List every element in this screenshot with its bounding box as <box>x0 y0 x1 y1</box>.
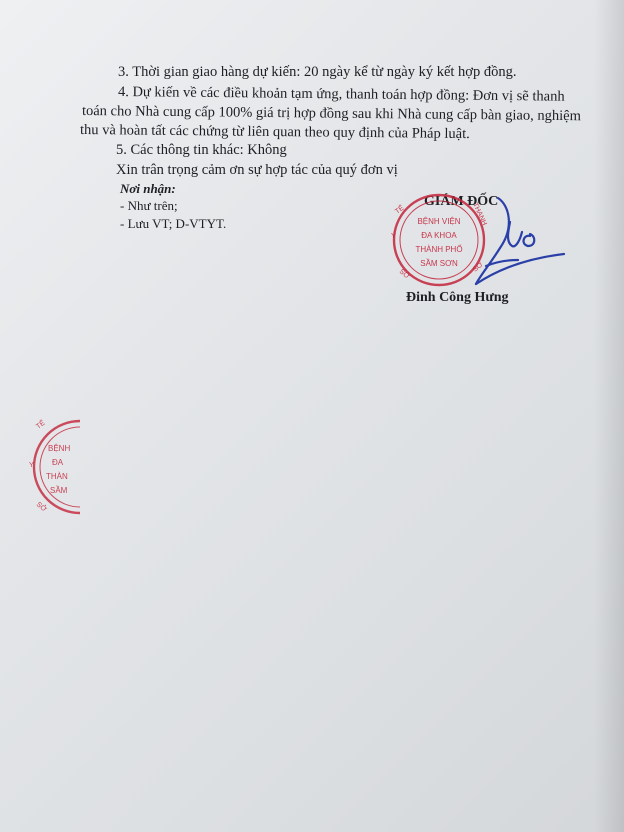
stamp-ring-text: Y <box>29 462 34 469</box>
stamp-inner-text: BỆNH <box>48 444 71 453</box>
stamp-inner-text: THÀN <box>46 472 68 481</box>
stamp-inner-text: ĐA <box>52 458 64 467</box>
stamp-ring-text: TẾ <box>35 419 47 431</box>
stamp-ring-text: SƠ <box>471 261 485 274</box>
stamp-inner-text: ĐA KHOA <box>421 231 457 240</box>
stamp-ring-text: Y <box>391 233 396 240</box>
stamp-ring-text: TẾ <box>394 204 406 216</box>
stamp-inner-text: SẦM SƠN <box>420 259 458 268</box>
item-3-delivery-time: 3. Thời gian giao hàng dự kiến: 20 ngày kể từ ngày ký kết hợp đồng. <box>118 64 517 80</box>
recipients-heading: Nơi nhận: <box>120 181 176 196</box>
recipient-item: - Lưu VT; D-VTYT. <box>120 216 227 231</box>
stamp-inner-text: BỆNH VIỆN <box>417 217 461 226</box>
stamp-inner-text: SẦM <box>50 486 68 495</box>
item-4-line-3: thu và hoàn tất các chứng từ liên quan theo quy định của Pháp luật. <box>79 122 470 143</box>
handwritten-signature <box>440 188 570 288</box>
item-4-line-2: toán cho Nhà cung cấp 100% giá trị hợp đồng sau khi Nhà cung cấp bàn giao, nghiệm <box>81 103 581 125</box>
item-4-line-1: 4. Dự kiến về các điều khoản tạm ứng, thanh toán hợp đồng: Đơn vị sẽ thanh <box>117 84 565 105</box>
signer-name: Đinh Công Hưng <box>406 290 509 305</box>
stamp-ring-text: THANH <box>471 201 488 227</box>
margin-stamp-seal <box>22 415 80 515</box>
thanks-line: Xin trân trọng cảm ơn sự hợp tác của quý đơn vị <box>116 162 398 178</box>
stamp-ring-text: SỞ <box>397 268 411 281</box>
recipient-item: - Như trên; <box>120 198 178 213</box>
stamp-ring-text: SỞ <box>34 501 48 514</box>
page-shadow <box>594 0 624 832</box>
signer-title: GIÁM ĐỐC <box>424 194 499 209</box>
stamp-inner-text: THÀNH PHỐ <box>415 245 463 254</box>
item-5-other-info: 5. Các thông tin khác: Không <box>116 142 287 158</box>
